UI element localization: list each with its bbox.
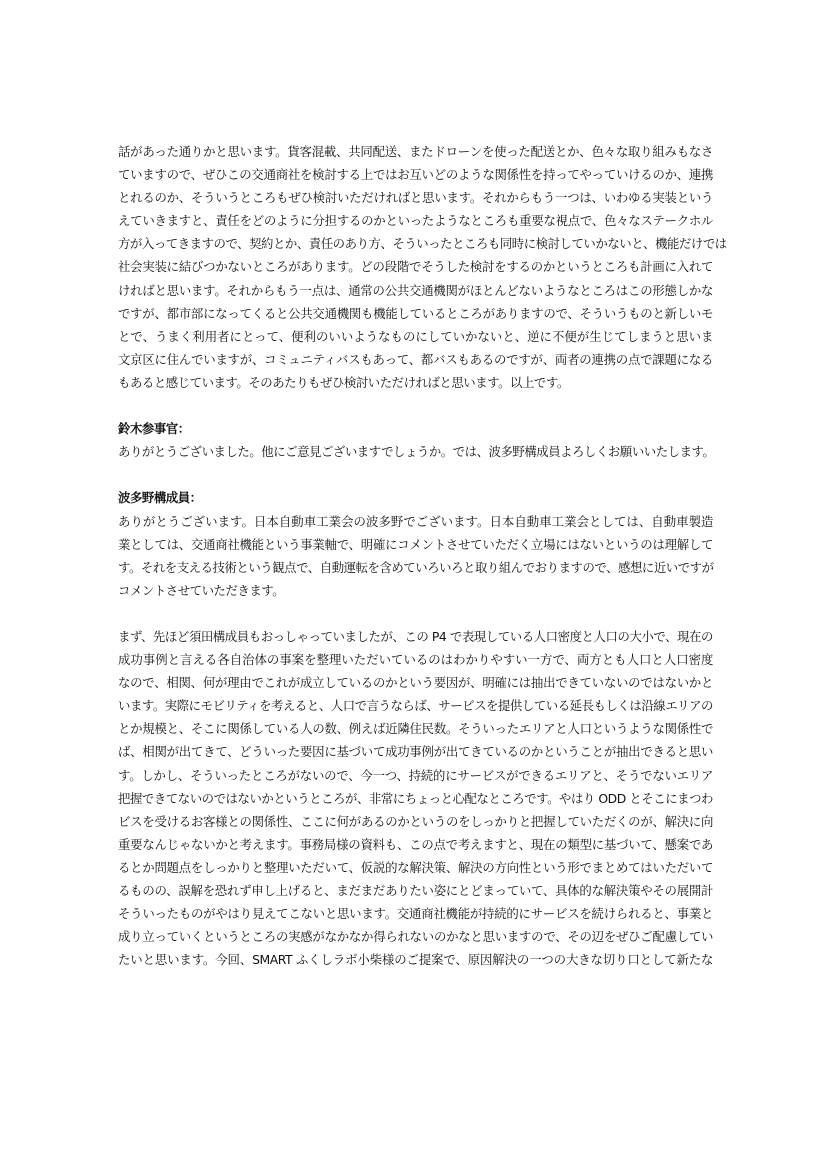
text-line: るとか問題点をしっかりと整理いただいて、仮説的な解決策、解決の方向性という形でまとめてはいただいて xyxy=(118,859,713,875)
text-line: 重要なんじゃないかと考えます。事務局様の資料も、この点で考えますと、現在の類型に基づいて、懸案であ xyxy=(118,836,713,852)
text-line: えていきますと、責任をどのように分担するのかといったようなところも重要な視点で、色々なステークホル xyxy=(118,213,713,229)
text-line: 方が入ってきますので、契約とか、責任のあり方、そういったところも同時に検討していかないと、機能だけでは xyxy=(118,236,727,252)
speaker-block-hatano xyxy=(118,486,713,601)
text-line: ければと思います。それからもう一点は、通常の公共交通機関がほとんどないようなところはこの形態しかな xyxy=(118,282,713,298)
paragraph-1 xyxy=(118,140,727,394)
paragraph-gap xyxy=(118,394,713,417)
speaker-name: 波多野構成員： xyxy=(118,490,202,506)
text-line: るものの、誤解を恐れず申し上げると、まだまだありたい姿にとどまっていて、具体的な解決策やその展開計 xyxy=(118,883,713,898)
text-line: ありがとうございます。日本自動車工業会の波多野でございます。日本自動車工業会としては、自動車製造 xyxy=(118,513,713,529)
text-line: 社会実装に結びつかないところがあります。どの段階でそうした検討をするのかというところも計画に入れて xyxy=(118,259,713,275)
text-line: す。しかし、そういったところがないので、今一つ、持続的にサービスができるエリアと、そうでないエリア xyxy=(118,767,713,783)
speaker-block-suzuki xyxy=(118,417,713,463)
paragraph-gap xyxy=(118,602,713,625)
text-line: ありがとうございました。他にご意見ございますでしょうか。では、波多野構成員よろしくお願いいたします。 xyxy=(118,444,715,460)
text-line: まず、先ほど須田構成員もおっしゃっていましたが、この P4 で表現している人口密度と人口の大小で、現在の xyxy=(118,628,713,644)
text-line: す。それを支える技術という観点で、自動運転を含めていろいろと取り組んでおりますので、感想に近いですが xyxy=(118,559,714,575)
document-page xyxy=(118,140,727,971)
text-line: 話があった通りかと思います。貨客混載、共同配送、またドローンを使った配送とか、色々な取り組みもなさ xyxy=(118,144,713,159)
text-line: 業としては、交通商社機能という事業軸で、明確にコメントさせていただく立場にはないというのは理解して xyxy=(118,536,713,552)
text-line: たいと思います。今回、SMART ふくしラボ小柴様のご提案で、原因解決の一つの大きな切り口として新たな xyxy=(118,952,713,968)
text-line: ていますので、ぜひこの交通商社を検討する上ではお互いどのような関係性を持ってやっていけるのか、連携 xyxy=(118,167,713,183)
speaker-name: 鈴木参事官： xyxy=(118,421,190,437)
text-line: 把握できてないのではないかというところが、非常にちょっと心配なところです。やはり ODD とそこにまつわ xyxy=(118,790,713,806)
text-line: 成り立っていくというところの実感がなかなか得られないのかなと思いますので、その辺をぜひご配慮してい xyxy=(118,929,713,945)
text-line: ば、相関が出てきて、どういった要因に基づいて成功事例が出てきているのかということが抽出できると思い xyxy=(118,744,713,760)
text-line: います。実際にモビリティを考えると、人口で言うならば、サービスを提供している延長もしくは沿線エリアの xyxy=(118,698,713,714)
text-line: コメントさせていただきます。 xyxy=(118,582,285,598)
text-line: 成功事例と言える各自治体の事案を整理いただいているのはわかりやすい一方で、両方とも人口と人口密度 xyxy=(118,652,713,668)
text-line: とれるのか、そういうところもぜひ検討いただければと思います。それからもう一つは、いわゆる実装という xyxy=(118,190,713,206)
text-line: とか規模と、そこに関係している人の数、例えば近隣住民数。そういったエリアと人口というような関係性で xyxy=(118,721,713,737)
text-line: ビスを受けるお客様との関係性、ここに何があるのかというのをしっかりと把握していただくのが、解決に向 xyxy=(118,813,713,829)
text-line: 文京区に住んでいますが、コミュニティバスもあって、都バスもあるのですが、両者の連携の点で課題になる xyxy=(118,351,713,367)
text-line: ですが、都市部になってくると公共交通機関も機能しているところがありますので、そういうものと新しいモ xyxy=(118,305,713,321)
paragraph-2 xyxy=(118,625,713,971)
text-line: なので、相関、何が理由でこれが成立しているのかという要因が、明確には抽出できていないのではないかと xyxy=(118,675,713,691)
paragraph-gap xyxy=(118,463,713,486)
text-line: とで、うまく利用者にとって、便利のいいようなものにしていかないと、逆に不便が生じてしまうと思いま xyxy=(118,328,713,344)
text-line: もあると感じています。そのあたりもぜひ検討いただければと思います。以上です。 xyxy=(118,374,569,390)
text-line: そういったものがやはり見えてこないと思います。交通商社機能が持続的にサービスを続けられると、事業と xyxy=(118,906,713,922)
